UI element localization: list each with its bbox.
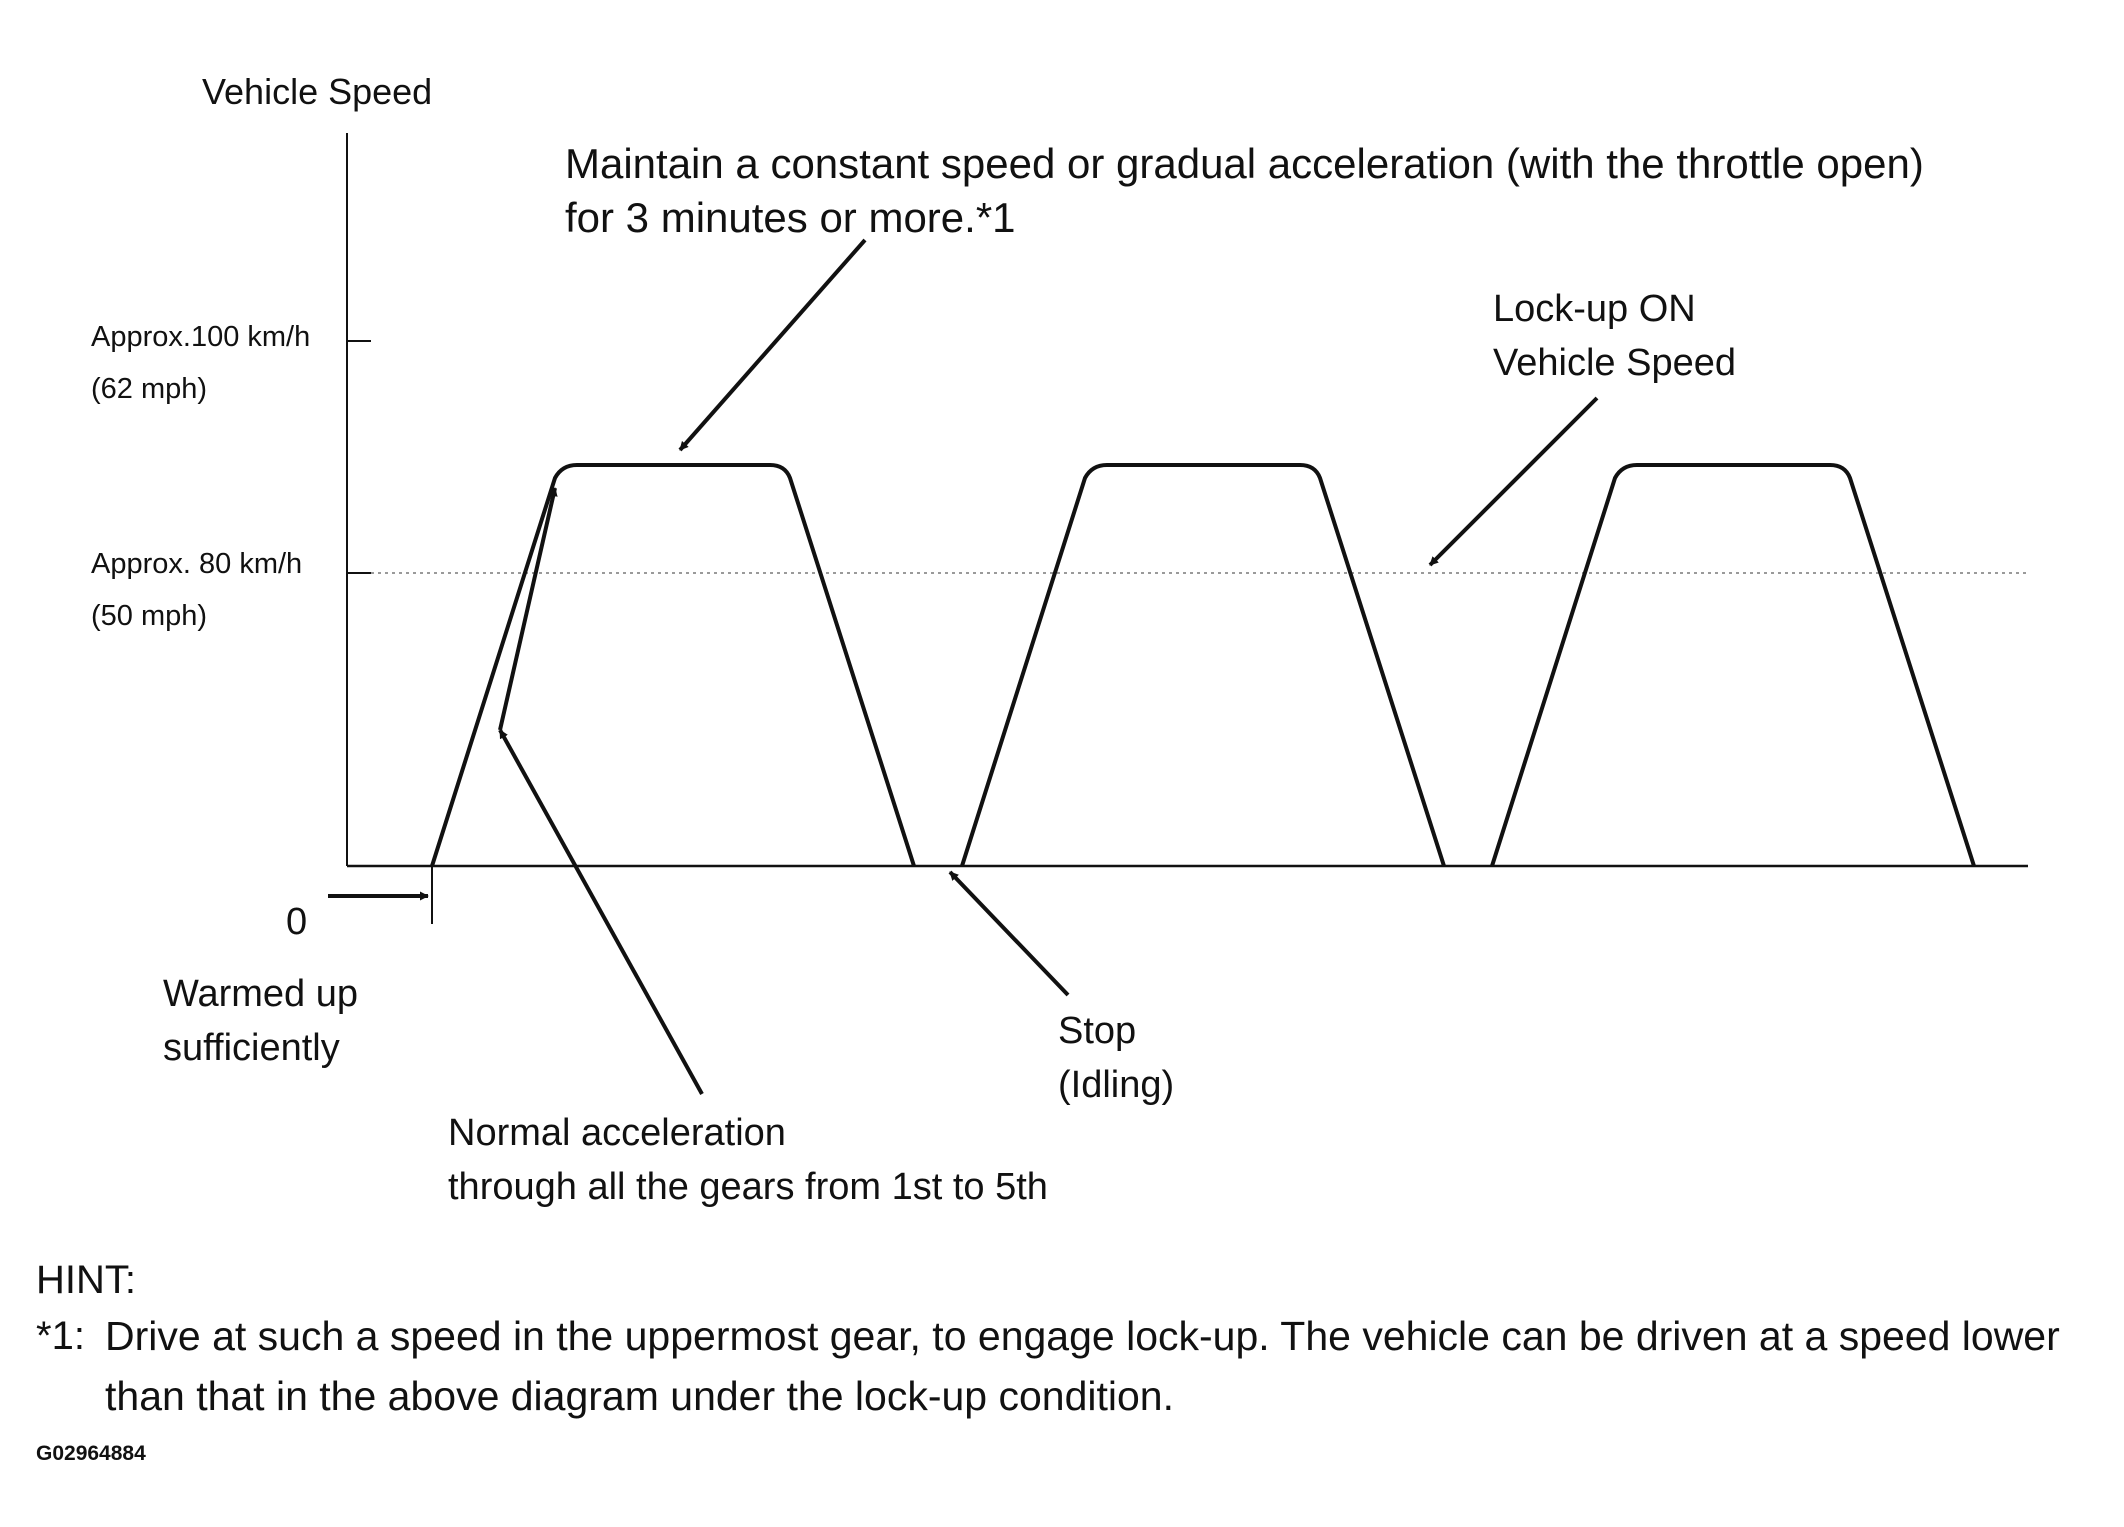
normal-acceleration-note (448, 1106, 1048, 1214)
warmed-up-note (163, 967, 358, 1075)
speed-80-mph: (50 mph) (91, 600, 208, 632)
y-axis-title: Vehicle Speed (202, 71, 433, 112)
drive-cycle-2 (962, 465, 1444, 866)
maintain-speed-line-2: for 3 minutes or more.*1 (565, 194, 1016, 241)
speed-100-kmh: Approx.100 km/h (91, 321, 311, 353)
zero-label: 0 (286, 901, 308, 943)
drive-cycle-1 (432, 465, 914, 866)
warmed-up-line-1: Warmed up (163, 973, 358, 1015)
speed-100-mph: (62 mph) (91, 373, 208, 405)
warmed-up-line-2: sufficiently (163, 1027, 340, 1069)
hint-title: HINT: (36, 1258, 136, 1302)
normal-accel-line-1: Normal acceleration (448, 1112, 786, 1154)
maintain-speed-line-1: Maintain a constant speed or gradual acceleration (with the throttle open) (565, 140, 1924, 187)
hint-text: Drive at such a speed in the uppermost gear, to engage lock-up. The vehicle can be driven at a speed lower than that in the above diagram under the lock-up condition. (105, 1313, 2060, 1419)
speed-80-label (91, 538, 302, 642)
speed-80-kmh: Approx. 80 km/h (91, 548, 303, 580)
maintain-arrow (680, 240, 865, 450)
stop-line-2: (Idling) (1058, 1064, 1175, 1106)
lockup-on-note (1493, 282, 1736, 390)
speed-100-label (91, 311, 310, 415)
stop-idling-note (1058, 1004, 1174, 1112)
stop-arrow (950, 872, 1068, 995)
drive-cycle-3 (1492, 465, 1974, 866)
normal-accel-line-2: through all the gears from 1st to 5th (448, 1166, 1048, 1208)
lockup-on-line-1: Lock-up ON (1493, 288, 1696, 330)
accel-arrow-upper (500, 488, 555, 730)
hint-marker: *1: (36, 1314, 85, 1358)
accel-arrow-lower (500, 730, 702, 1094)
lockup-on-line-2: Vehicle Speed (1493, 342, 1736, 384)
lockup-arrow (1430, 398, 1597, 565)
maintain-speed-note (565, 137, 1924, 245)
stop-line-1: Stop (1058, 1010, 1137, 1052)
figure-code: G02964884 (36, 1442, 146, 1465)
